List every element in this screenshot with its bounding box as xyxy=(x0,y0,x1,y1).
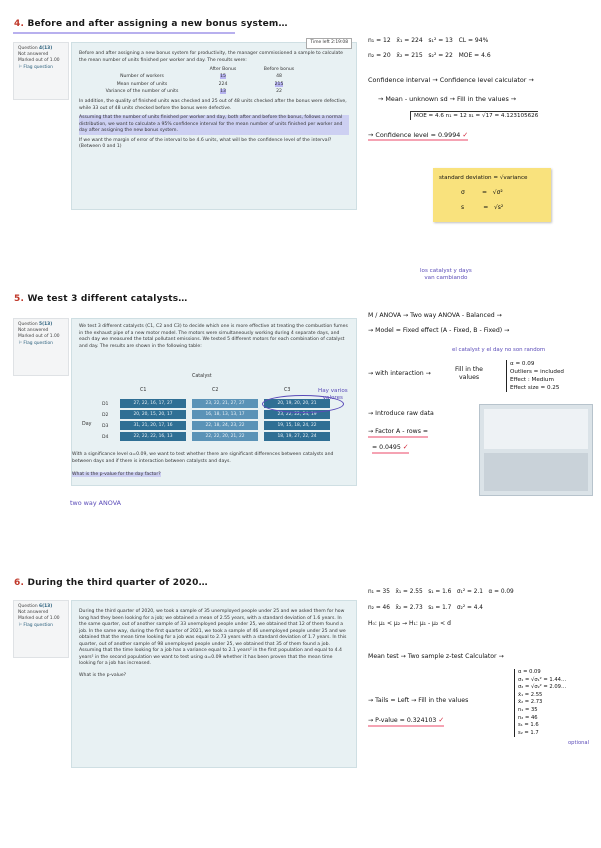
notes-hypothesis: H₀: μ₁ < μ₂ → H₁: μ₁ - μ₂ < d xyxy=(368,620,451,627)
table-row xyxy=(89,89,307,97)
table-row xyxy=(120,432,340,441)
question-intro: Before and after assigning a new bonus system for productivity, the manager commissioned a sample to calculate the mean number of units finished per worker and day. The results were: xyxy=(79,51,343,63)
table-cell: 22, 22, 22, 16, 13 xyxy=(120,432,186,441)
note-value: x̄₁ = 2.55 xyxy=(395,589,423,595)
section-6-title xyxy=(14,578,208,588)
note-value: n₂ = 46 xyxy=(518,714,538,721)
table-cell: 13 xyxy=(220,89,226,94)
note-value: Effect size = 0.25 xyxy=(510,385,560,391)
flag-question-link[interactable]: ⚐ Flag question xyxy=(18,622,53,628)
note-value: s₁ = 1.6 xyxy=(518,722,539,729)
note-value: n₁ = 35 xyxy=(518,706,538,713)
data-table xyxy=(89,66,307,96)
row-header: D2 xyxy=(102,413,109,418)
sticky-text: = xyxy=(481,189,488,196)
check-mark-icon: ✓ xyxy=(462,131,469,139)
note-value: σ₁ = √σ₁² = 1.44… xyxy=(518,676,567,683)
note-value: s₁ = 1.6 xyxy=(428,589,452,595)
question-6-panel xyxy=(71,600,357,768)
table-cell: 31, 21, 20, 17, 16 xyxy=(120,421,186,430)
table-cell: 224 xyxy=(218,81,228,87)
note-value: n₂ = 46 xyxy=(368,605,390,611)
question-4-panel xyxy=(71,42,357,210)
sticky-text: σ xyxy=(461,189,465,196)
notes-step3: → with interaction → xyxy=(368,370,431,377)
annotation-catalyst-days xyxy=(420,268,472,282)
question-label: Question xyxy=(18,604,38,609)
question-number: 5 xyxy=(39,322,43,327)
note-value: n₂ = 20 xyxy=(368,52,391,59)
question-body: During the third quarter of 2020, we took a sample of 35 unemployed people under 25 and we asked them for how long had they been looking for a job; we obtained a mean of 2.55 years, with a standard deviation of 1.6 years. In the same quarter, out of another sample of 33 unemployed people under 25, we obtained that 12 of them found a job. In the same way, during the first quarter of 2021, we took a sample of 46 unemployed people under 25 and we obtained that the mean time looking for a job was equal to 2.73 years with a standard deviation of 1.7 years. In this quarter, out of another sample of 98 unemployed people under 25, we obtained that 35 of them found a job. Assuming that the time looking for a job has a variance equal to 2.1 years² in the first population and equal to 4.4 years² in the second population we want to test using α=0.09 whether it has been proven that the mean time looking for a job has increased. xyxy=(79,609,347,666)
column-header: C2 xyxy=(212,388,219,393)
row-header: D1 xyxy=(102,402,109,407)
sticky-text: = xyxy=(483,204,489,211)
question-status: Not answered xyxy=(18,52,49,58)
time-left-button[interactable]: Time left 2:19:08 xyxy=(306,38,352,49)
table-cell: 20, 20, 15, 20, 17 xyxy=(120,410,186,419)
table-header: After Bonus xyxy=(209,66,237,72)
question-label: Question xyxy=(18,46,38,51)
note-value: s₂² = 22 xyxy=(428,52,453,59)
annotation-hay-varios xyxy=(318,388,348,402)
question-count: (13) xyxy=(42,46,53,51)
title-underline xyxy=(13,32,235,34)
note-text: values xyxy=(459,374,480,381)
flag-label: Flag question xyxy=(23,622,53,628)
notes-step1: M / ANOVA → Two way ANOVA - Balanced → xyxy=(368,312,502,319)
question-number: 6 xyxy=(39,604,43,609)
flag-label: Flag question xyxy=(23,64,53,70)
note-value: Effect : Medium xyxy=(510,377,554,383)
annotation-not-random: el catalyst y el day no son random xyxy=(452,347,546,353)
table-cell: 215 xyxy=(274,81,284,87)
note-value: x̄₂ = 2.73 xyxy=(395,605,423,611)
table-header xyxy=(89,66,195,74)
annotation-text: Hay varios xyxy=(318,388,348,394)
screenshot-results xyxy=(484,453,588,491)
note-value: x̄₁ = 2.55 xyxy=(518,691,543,698)
notes-step2: → Mean - unknown sd → Fill in the values → xyxy=(378,95,517,103)
question-number: 4 xyxy=(39,46,43,51)
sticky-text: √σ² xyxy=(492,189,503,196)
table-header: Before bonus xyxy=(263,66,295,72)
section-number: 4. xyxy=(14,19,25,29)
section-heading: During the third quarter of 2020… xyxy=(27,578,208,588)
notes-given-row2 xyxy=(368,52,491,60)
question-marks: Marked out of 1.00 xyxy=(18,58,60,64)
table-cell: 27, 22, 16, 17, 27 xyxy=(120,399,186,408)
question-paragraph: If we want the margin of error of the interval to be 4.6 units, what will be the confidence level of the interval? (Between 0 and 1) xyxy=(79,137,332,149)
row-header: D4 xyxy=(102,435,109,440)
sticky-note xyxy=(433,168,551,222)
note-value: s₂ = 1.7 xyxy=(428,605,452,611)
result-text: → P-value = 0.324103 xyxy=(368,717,437,724)
table-cell: 48 xyxy=(276,74,282,79)
table-cell: 18, 19, 27, 22, 24 xyxy=(264,432,330,441)
note-value: Outliers = included xyxy=(510,369,564,375)
table-cell: 22, 22, 20, 21, 22 xyxy=(192,432,258,441)
note-value: α = 0.09 xyxy=(518,669,541,675)
table-cell: 23, 22, 21, 27, 27 xyxy=(192,399,258,408)
notes-step2: → Model = Fixed effect (A - Fixed, B - Fixed) → xyxy=(368,327,510,334)
question-intro: We test 3 different catalysts (C1, C2 and C3) to decide which one is more effective at treating the combustion fumes in the exhaust pipe of a new motor model. The motors were simultaneously working during 4 separate days, and each day we measured the total pollutant emissions. We tested 5 different motors for each combination of catalyst and day. The results are shown in the following table: xyxy=(79,324,348,349)
notes-result xyxy=(368,131,468,141)
table-row xyxy=(120,421,340,430)
note-value: α = 0.09 xyxy=(510,361,535,367)
question-info-box xyxy=(13,42,69,100)
notes-step1: Confidence interval → Confidence level calculator → xyxy=(368,76,534,84)
notes-step5: → Factor A - rows = xyxy=(368,428,428,438)
note-value: σ₂² = 4.4 xyxy=(456,605,483,611)
table-cell: Number of workers xyxy=(120,74,164,79)
note-text: Fill in the xyxy=(455,366,483,373)
question-paragraph-highlighted: Assuming that the number of units finished per worker and day, both after and before the bonus, follows a normal distribution, we want to calculate a 95% confidence interval for the mean number of units finished per worker and day after assigning the new bonus system. xyxy=(79,115,349,135)
question-count: (13) xyxy=(42,322,53,327)
notes-value-list xyxy=(514,669,566,737)
question-paragraph: What is the p-value? xyxy=(79,672,127,678)
notes-settings-brace xyxy=(506,360,564,392)
note-value: MOE = 4.6 xyxy=(458,52,491,59)
notes-fill-values xyxy=(455,366,483,382)
annotation-text: van cambiando xyxy=(424,275,468,281)
sticky-text: standard deviation xyxy=(439,175,492,181)
sticky-text: √s² xyxy=(493,204,504,211)
note-value: α = 0.09 xyxy=(488,589,514,595)
section-5-title xyxy=(14,294,187,304)
question-paragraph: With a significance level α=0.09, we want to test whether there are significant differences between catalysts and between days and if there is interaction between catalysts and days. xyxy=(72,452,334,464)
notes-result xyxy=(372,443,409,454)
note-value: s₂ = 1.7 xyxy=(518,729,539,736)
question-status: Not answered xyxy=(18,328,49,334)
question-info-box xyxy=(13,318,69,376)
flag-question-link[interactable]: ⚐ Flag question xyxy=(18,64,53,70)
notes-step1: Mean test → Two sample z-test Calculator → xyxy=(368,653,504,660)
question-marks: Marked out of 1.00 xyxy=(18,616,60,622)
check-mark-icon: ✓ xyxy=(402,443,409,451)
question-text: What is the p-value for the day factor? xyxy=(72,472,161,477)
question-5-panel xyxy=(71,318,357,486)
notes-given-row1 xyxy=(368,37,488,45)
notes-result xyxy=(368,716,444,727)
notes-given-row2 xyxy=(368,604,483,612)
question-marks: Marked out of 1.00 xyxy=(18,334,60,340)
note-value: s₁² = 13 xyxy=(428,37,453,44)
question-label: Question xyxy=(18,322,38,327)
table-cell: 20, 19, 20, 20, 21 xyxy=(264,399,330,408)
flag-label: Flag question xyxy=(23,340,53,346)
sticky-text: s xyxy=(461,204,465,211)
table-cell: 15 xyxy=(220,74,226,79)
question-paragraph: In addition, the quality of finished units was checked and 25 out of 48 units checked after the bonus were defective, while 33 out of 48 units checked before the bonus were defective. xyxy=(79,99,347,111)
annotation-text: valores xyxy=(322,395,343,401)
table-row xyxy=(89,81,307,89)
result-text: → Confidence level = 0.9994 xyxy=(368,131,461,139)
catalyst-label: Catalyst xyxy=(192,374,212,379)
table-cell: Variance of the number of units xyxy=(105,89,179,94)
note-value: σ₂ = √σ₂² = 2.09… xyxy=(518,684,567,691)
sticky-text: = √variance xyxy=(493,175,528,181)
question-count: (13) xyxy=(42,604,53,609)
section-heading: Before and after assigning a new bonus system… xyxy=(27,19,288,29)
notes-step2: → Tails = Left → Fill in the values xyxy=(368,697,469,704)
question-p-value xyxy=(72,472,161,479)
column-header: C3 xyxy=(284,388,291,393)
row-header: D3 xyxy=(102,424,109,429)
annotation-optional: optional xyxy=(568,740,590,746)
note-value: σ₁² = 2.1 xyxy=(456,589,483,595)
software-screenshot xyxy=(479,404,593,496)
table-cell: Mean number of units xyxy=(116,81,168,87)
section-number: 5. xyxy=(14,294,25,304)
note-value: n₁ = 12 xyxy=(368,37,391,44)
note-value: n₁ = 35 xyxy=(368,589,390,595)
note-value: CL = 94% xyxy=(458,37,489,44)
check-mark-icon: ✓ xyxy=(438,716,445,724)
table-cell: 23, 22, 22, 24, 19 xyxy=(264,410,330,419)
table-cell: 19, 15, 18, 24, 22 xyxy=(264,421,330,430)
notes-given-row1 xyxy=(368,588,514,596)
day-label: Day xyxy=(82,422,92,427)
notes-values: MOE = 4.6 n₁ = 12 s₁ = √17 = 4.123105626 xyxy=(410,111,538,120)
question-status: Not answered xyxy=(18,610,49,616)
result-text: = 0.0495 xyxy=(372,444,401,451)
screenshot-data-grid xyxy=(484,409,588,449)
question-info-box xyxy=(13,600,69,658)
annotation-text: los catalyst y days xyxy=(420,268,472,274)
notes-step4: → Introduce raw data xyxy=(368,410,434,417)
annotation-two-way-anova: two way ANOVA xyxy=(70,499,122,507)
section-4-title xyxy=(14,19,288,29)
table-cell: 22, 18, 24, 23, 22 xyxy=(192,421,258,430)
note-value: x̄₁ = 224 xyxy=(396,37,423,44)
table-cell: 16, 18, 13, 13, 17 xyxy=(192,410,258,419)
table-cell: 22 xyxy=(276,89,282,94)
section-heading: We test 3 different catalysts… xyxy=(27,294,188,304)
note-value: x̄₂ = 215 xyxy=(396,52,423,59)
note-value: x̄₂ = 2.73 xyxy=(518,699,543,706)
flag-question-link[interactable]: ⚐ Flag question xyxy=(18,340,53,346)
column-header: C1 xyxy=(140,388,147,393)
section-number: 6. xyxy=(14,578,25,588)
table-row xyxy=(89,74,307,82)
